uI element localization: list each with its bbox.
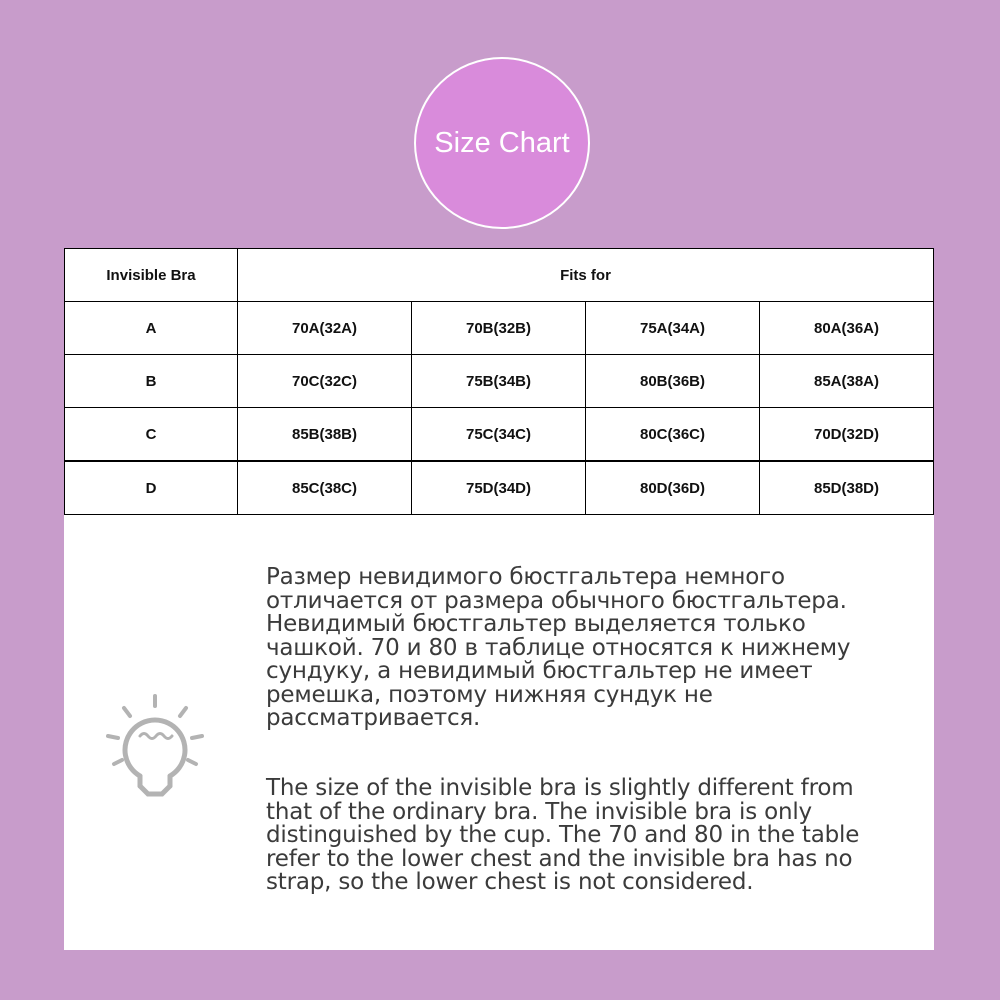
fit-cell: 80B(36B) [586, 355, 760, 408]
fit-cell: 75B(34B) [412, 355, 586, 408]
table-header-row [65, 249, 934, 302]
fit-cell: 85A(38A) [760, 355, 934, 408]
fit-cell: 70A(32A) [238, 302, 412, 355]
russian-note: Размер невидимого бюстгальтера немного отличается от размера обычного бюстгальтера. Невидимый бюстгальтер выделяется только чашкой. 70 и 80 в таблице относятся к нижнему сундуку, а невидимый бюстгальтер не имеет ремешка, поэтому нижняя сундук не рассматривается. [266, 564, 851, 731]
header-invisible-bra: Invisible Bra [65, 249, 238, 302]
fit-cell: 70D(32D) [760, 408, 934, 462]
english-note: The size of the invisible bra is slightly different from that of the ordinary bra. The invisible bra is only distinguished by the cup. The 70 and 80 in the table refer to the lower chest and the invisible bra has no strap, so the lower chest is not considered. [266, 775, 860, 895]
table-row [65, 461, 934, 515]
lightbulb-icon [102, 692, 208, 798]
cup-cell: A [65, 302, 238, 355]
fit-cell: 85D(38D) [760, 461, 934, 515]
cup-cell: C [65, 408, 238, 462]
fit-cell: 70B(32B) [412, 302, 586, 355]
header-fits-for: Fits for [238, 249, 934, 302]
table-row [65, 355, 934, 408]
size-chart-title: Size Chart [434, 126, 570, 159]
fit-cell: 85C(38C) [238, 461, 412, 515]
fit-cell: 80A(36A) [760, 302, 934, 355]
cup-cell: D [65, 461, 238, 515]
fit-cell: 85B(38B) [238, 408, 412, 462]
fit-cell: 75C(34C) [412, 408, 586, 462]
table-row [65, 302, 934, 355]
fit-cell: 70C(32C) [238, 355, 412, 408]
fit-cell: 75A(34A) [586, 302, 760, 355]
cup-cell: B [65, 355, 238, 408]
fit-cell: 80D(36D) [586, 461, 760, 515]
fit-cell: 80C(36C) [586, 408, 760, 462]
fit-cell: 75D(34D) [412, 461, 586, 515]
table-row [65, 408, 934, 462]
size-table [64, 248, 934, 515]
size-chart-badge [414, 57, 590, 229]
